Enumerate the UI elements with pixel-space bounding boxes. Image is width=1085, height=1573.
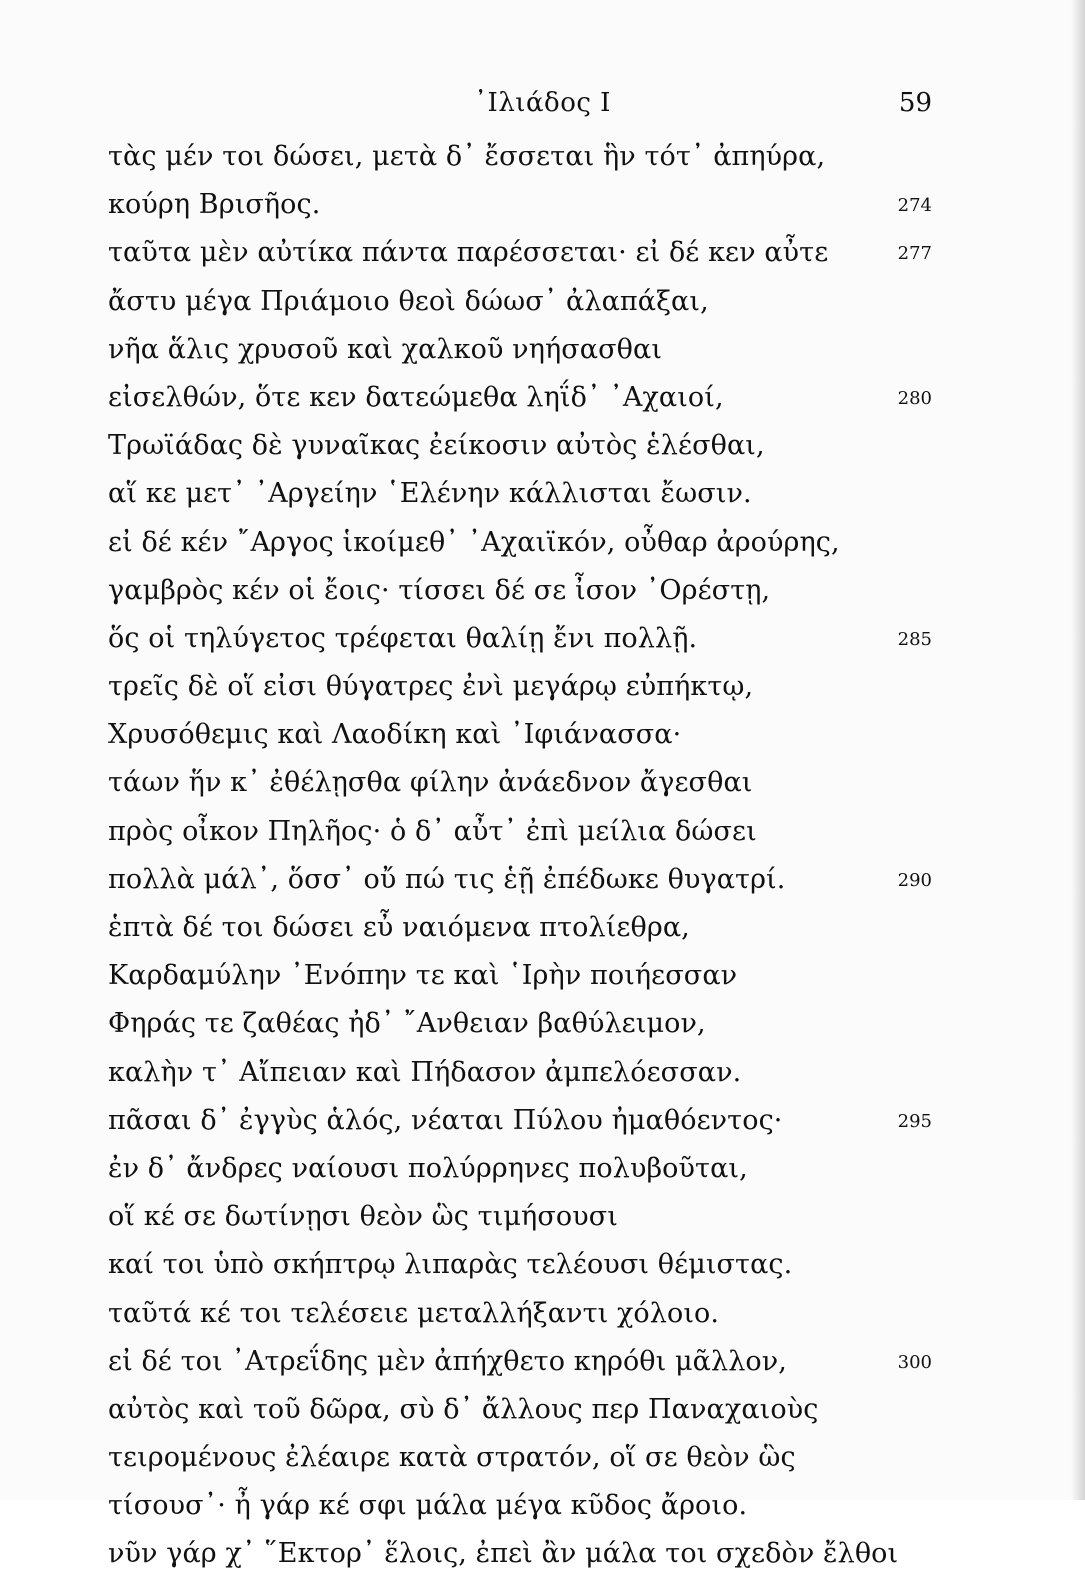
verse-text: Τρωϊάδας δὲ γυναῖκας ἐείκοσιν αὐτὸς ἑλέσθαι,	[108, 430, 765, 462]
line-number: 295	[897, 1110, 932, 1132]
verse-text: πολλὰ μάλ᾿, ὅσσ᾿ οὔ πώ τις ἑῇ ἐπέδωκε θυγατρί.	[108, 863, 786, 895]
verse-line	[0, 320, 1085, 368]
verse-text: τειρομένους ἐλέαιρε κατὰ στρατόν, οἵ σε θεὸν ὣς	[108, 1442, 796, 1474]
verse-text: ταῦτά κέ τοι τελέσειε μεταλλήξαντι χόλοιο.	[108, 1297, 720, 1329]
verse-text: καί τοι ὑπὸ σκήπτρῳ λιπαρὰς τελέουσι θέμιστας.	[108, 1249, 793, 1281]
verse-text: οἵ κέ σε δωτίνῃσι θεὸν ὣς τιμήσουσι	[108, 1201, 618, 1233]
verse-line	[0, 705, 1085, 753]
verse-line	[0, 802, 1085, 850]
verse-line	[0, 175, 1085, 223]
verse-text: νῆα ἅλις χρυσοῦ καὶ χαλκοῦ νηήσασθαι	[108, 333, 663, 365]
verse-line	[0, 368, 1085, 416]
verse-line	[0, 898, 1085, 946]
verse-text: αὐτὸς καὶ τοῦ δῶρα, σὺ δ᾿ ἄλλους περ Παναχαιοὺς	[108, 1393, 819, 1425]
running-head-title: ᾿Ιλιάδος Ι	[474, 88, 611, 118]
line-number: 277	[897, 243, 932, 265]
verse-line	[0, 753, 1085, 801]
line-number: 300	[897, 1351, 932, 1373]
line-number: 274	[897, 195, 932, 217]
verse-line	[0, 609, 1085, 657]
verse-text: γαμβρὸς κέν οἱ ἔοις· τίσσει δέ σε ἶσον ᾿Ορέστῃ,	[108, 574, 771, 606]
verse-text: τίσουσ᾿· ἦ γάρ κέ σφι μάλα μέγα κῦδος ἄροιο.	[108, 1490, 748, 1522]
verse-line	[0, 850, 1085, 898]
verse-text: πᾶσαι δ᾿ ἐγγὺς ἁλός, νέαται Πύλου ἠμαθόεντος·	[108, 1104, 783, 1136]
verse-line	[0, 1476, 1085, 1524]
verse-line	[0, 994, 1085, 1042]
verse-block	[0, 127, 1085, 1573]
verse-line	[0, 272, 1085, 320]
verse-line	[0, 1428, 1085, 1476]
line-number: 280	[897, 387, 932, 409]
verse-text: εἰ δέ κέν ῎Αργος ἱκοίμεθ᾿ ᾿Αχαιϊκόν, οὖθαρ ἀρούρης,	[108, 526, 840, 558]
verse-line	[0, 464, 1085, 512]
verse-line	[0, 657, 1085, 705]
verse-text: ἑπτὰ δέ τοι δώσει εὖ ναιόμενα πτολίεθρα,	[108, 912, 690, 943]
verse-text: ταῦτα μὲν αὐτίκα πάντα παρέσσεται· εἰ δέ κεν αὖτε	[108, 237, 829, 269]
verse-text: πρὸς οἶκον Πηλῆος· ὁ δ᾿ αὖτ᾿ ἐπὶ μείλια δώσει	[108, 815, 757, 847]
verse-line	[0, 1235, 1085, 1283]
verse-text: ἄστυ μέγα Πριάμοιο θεοὶ δώωσ᾿ ἀλαπάξαι,	[108, 285, 709, 317]
verse-text: ὅς οἱ τηλύγετος τρέφεται θαλίῃ ἔνι πολλῇ.	[108, 622, 698, 654]
verse-text: εἰ δέ τοι ᾿Ατρεΐδης μὲν ἀπήχθετο κηρόθι μᾶλλον,	[108, 1345, 787, 1377]
verse-text: ἐν δ᾿ ἄνδρες ναίουσι πολύρρηνες πολυβοῦται,	[108, 1152, 748, 1184]
verse-text: Χρυσόθεμις καὶ Λαοδίκη καὶ ᾿Ιφιάνασσα·	[108, 719, 682, 751]
verse-line	[0, 1091, 1085, 1139]
verse-text: αἵ κε μετ᾿ ᾿Αργείην ῾Ελένην κάλλισται ἔωσιν.	[108, 478, 752, 510]
line-number: 290	[897, 869, 932, 891]
verse-text: εἰσελθών, ὅτε κεν δατεώμεθα ληΐδ᾿ ᾿Αχαιοί,	[108, 381, 724, 413]
verse-text: κούρη Βρισῆος.	[108, 189, 321, 221]
line-number: 285	[897, 628, 932, 650]
verse-line	[0, 1380, 1085, 1428]
verse-text: νῦν γάρ χ᾿ ῞Εκτορ᾿ ἕλοις, ἐπεὶ ἂν μάλα τοι σχεδὸν ἔλθοι	[108, 1538, 899, 1570]
verse-text: τάων ἥν κ᾿ ἐθέλῃσθα φίλην ἀνάεδνον ἄγεσθαι	[108, 767, 753, 799]
verse-line	[0, 513, 1085, 561]
verse-text: καλὴν τ᾿ Αἴπειαν καὶ Πήδασον ἀμπελόεσσαν.	[108, 1056, 742, 1088]
verse-text: Φηράς τε ζαθέας ἠδ᾿ ῎Ανθειαν βαθύλειμον,	[108, 1008, 706, 1040]
verse-line	[0, 1139, 1085, 1187]
verse-line	[0, 223, 1085, 271]
verse-text: τὰς μέν τοι δώσει, μετὰ δ᾿ ἔσσεται ἣν τότ᾿ ἀπηύρα,	[108, 141, 826, 172]
verse-text: Καρδαμύλην ᾿Ενόπην τε καὶ ῾Ιρὴν ποιήεσσαν	[108, 960, 738, 992]
verse-line	[0, 1332, 1085, 1380]
page-number: 59	[898, 88, 932, 118]
verse-text: τρεῖς δὲ οἵ εἰσι θύγατρες ἐνὶ μεγάρῳ εὐπήκτῳ,	[108, 671, 754, 703]
verse-line	[0, 561, 1085, 609]
verse-line	[0, 1043, 1085, 1091]
verse-line	[0, 416, 1085, 464]
verse-line	[0, 1187, 1085, 1235]
verse-line	[0, 946, 1085, 994]
verse-line	[0, 1524, 1085, 1572]
verse-line	[0, 1284, 1085, 1332]
verse-line	[0, 127, 1085, 175]
